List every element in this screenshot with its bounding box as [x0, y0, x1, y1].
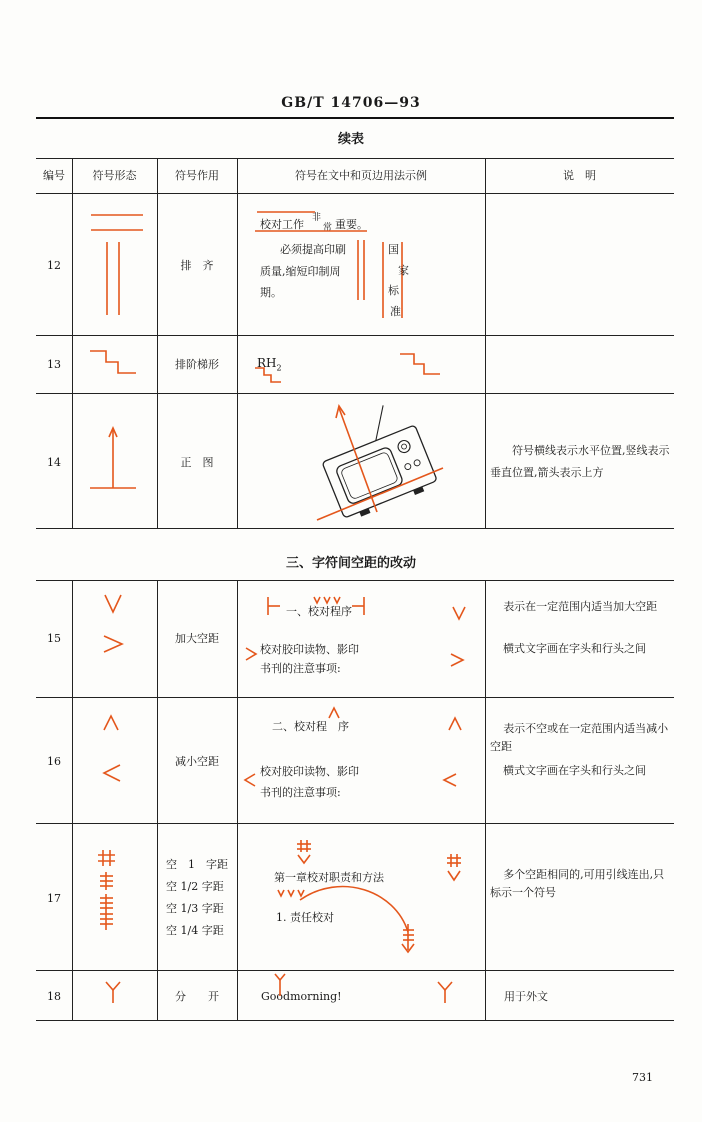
row-note: 符号横线表示水平位置,竖线表示垂直位置,箭头表示上方: [490, 444, 670, 479]
section-title: 三、字符间空距的改动: [285, 556, 416, 571]
row-note: 表示在一定范围内适当加大空距: [503, 600, 658, 613]
row-function: 加大空距: [175, 632, 219, 645]
col-header-notes: 说 明: [563, 169, 596, 182]
example-text: 校对胶印读物、影印: [260, 643, 359, 656]
increase-space-symbol: [100, 590, 140, 665]
example-text: 一、校对程序: [286, 605, 352, 618]
example-text: 第一章校对职责和方法: [274, 871, 384, 884]
row-note: 横式文字画在字头和行头之间: [503, 642, 646, 655]
col-header-symbol-function: 符号作用: [175, 169, 219, 182]
example-text: $RH_2$: [257, 356, 282, 373]
row-function: 正 图: [180, 456, 214, 469]
space-option: 空 1/4 字距: [166, 924, 224, 937]
example-text: 质量,缩短印制周: [260, 265, 341, 278]
example-text: 二、校对程 序: [272, 720, 349, 733]
row-note: 表示不空或在一定范围内适当减小空距: [490, 722, 669, 753]
space-symbol-margin: [443, 852, 465, 884]
example-insert-char: 非: [312, 213, 322, 223]
col-header-usage-example: 符号在文中和页边用法示例: [295, 169, 427, 182]
step-symbol: [88, 347, 148, 377]
space-option: 空 1 字距: [166, 858, 228, 871]
vertical-char: 家: [398, 264, 409, 277]
increase-space-mark: [262, 593, 372, 623]
row-number: 17: [47, 892, 61, 905]
row-number: 15: [47, 632, 61, 645]
row-number: 13: [47, 358, 61, 371]
space-option: 空 1/2 字距: [166, 880, 224, 893]
decrease-space-line-mark: [243, 772, 258, 790]
vertical-char: 准: [390, 305, 401, 318]
row-number: 16: [47, 755, 61, 768]
tv-illustration: [305, 400, 450, 525]
example-text: Goodmorning!: [261, 990, 342, 1003]
separate-mark: [273, 972, 287, 998]
row-note: 用于外文: [504, 990, 548, 1003]
col-header-symbol-form: 符号形态: [92, 169, 137, 182]
align-symbol: [85, 210, 150, 320]
upright-symbol: [88, 425, 138, 495]
decrease-space-mark: [326, 706, 346, 720]
example-text: 书刊的注意事项:: [260, 662, 341, 675]
example-text: 重要。: [335, 218, 368, 231]
increase-space-symbol-margin: [450, 604, 470, 622]
space-symbol-mark: [293, 838, 315, 866]
increase-space-symbol-margin: [449, 652, 467, 670]
example-text: 校对胶印读物、影印: [260, 765, 359, 778]
standard-header: GB/T 14706—93: [281, 95, 421, 111]
col-header-number: 编号: [43, 169, 65, 182]
example-insert-char: 常: [323, 223, 333, 233]
example-text: 必须提高印刷: [280, 243, 346, 256]
row-note: 多个空距相同的,可用引线连出,只标示一个符号: [490, 868, 665, 899]
separate-symbol-margin: [435, 980, 455, 1005]
align-mark-vertical: [352, 240, 412, 320]
example-text: 1. 责任校对: [276, 911, 334, 924]
vertical-char: 国: [388, 243, 399, 256]
table-caption: 续表: [337, 132, 364, 147]
decrease-space-symbol-margin: [441, 772, 459, 790]
example-text: 校对工作: [260, 218, 304, 231]
row-function: 减小空距: [175, 755, 219, 768]
space-symbol-set: [95, 848, 125, 938]
step-symbol-margin: [398, 352, 443, 380]
header-rule: [36, 117, 674, 119]
row-function: 排阶梯形: [175, 358, 219, 371]
increase-space-line-mark: [244, 646, 259, 664]
page-number: 731: [632, 1071, 653, 1084]
align-mark-horizontal: [255, 208, 375, 238]
step-mark: [255, 366, 285, 386]
space-option: 空 1/3 字距: [166, 902, 224, 915]
row-function: 分 开: [175, 990, 219, 1003]
decrease-space-symbol: [100, 710, 140, 790]
row-number: 14: [47, 456, 61, 469]
example-text: 书刊的注意事项:: [260, 786, 341, 799]
row-number: 12: [47, 259, 61, 272]
row-function: 排 齐: [180, 259, 214, 272]
decrease-space-symbol-margin: [446, 716, 464, 734]
separate-symbol: [103, 980, 123, 1005]
row-note: 横式文字画在字头和行头之间: [503, 764, 646, 777]
vertical-char: 标: [388, 284, 399, 297]
example-text: 期。: [260, 286, 282, 299]
row-number: 18: [47, 990, 61, 1003]
